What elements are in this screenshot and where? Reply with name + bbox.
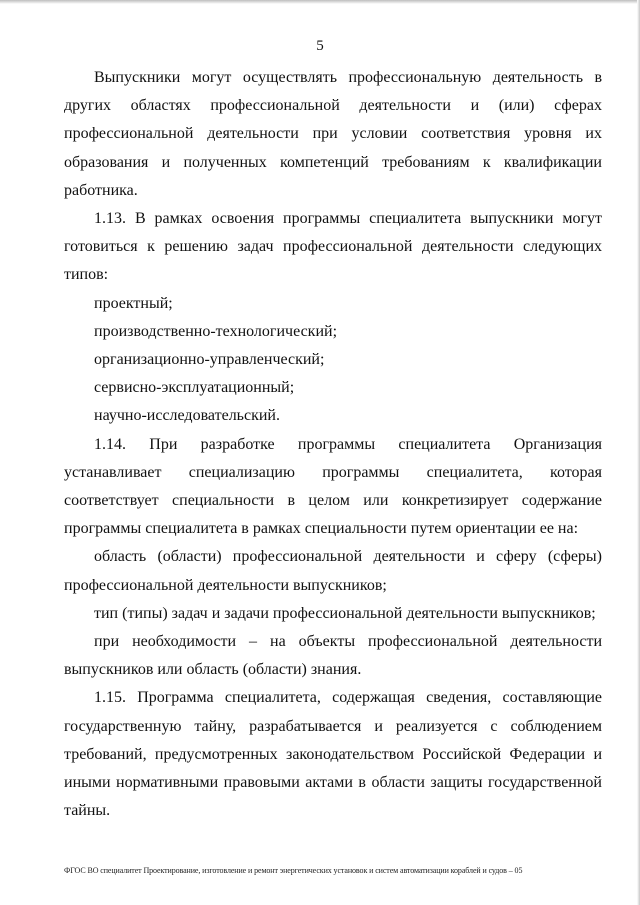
paragraph-1-14: 1.14. При разработке программы специалитета Организация устанавливает специализацию программы специалитета, которая соответствует специальности в целом или конкретизирует содержание программы специалитета в рамках специальности путем ориентации ее на:: [64, 435, 602, 538]
list-item: сервисно-эксплуатационный;: [94, 379, 295, 397]
list-item: научно-исследовательский.: [94, 407, 280, 425]
list-item: организационно-управленческий;: [94, 351, 325, 369]
paragraph-task-types: тип (типы) задач и задачи профессиональной деятельности выпускников;: [94, 604, 596, 622]
paragraph-1-15: 1.15. Программа специалитета, содержащая сведения, составляющие государственную тайну, разрабатывается и реализуется с соблюдением требований, предусмотренных законодательством Российской Федерации и иными нормативными правовыми актами в области защиты государственной тайны.: [64, 689, 602, 820]
scan-top-edge: [0, 0, 640, 4]
document-body: [64, 64, 602, 825]
page-number: 5: [316, 38, 324, 54]
page-footer: ФГОС ВО специалитет Проектирование, изготовление и ремонт энергетических установок и систем автоматизации кораблей и судов – 05: [64, 866, 523, 875]
paragraph-1-13: 1.13. В рамках освоения программы специалитета выпускники могут готовиться к решению задач профессиональной деятельности следующих типов:: [64, 210, 602, 284]
activity-types-list: [64, 290, 602, 431]
list-item: проектный;: [94, 294, 173, 312]
paragraph-areas-of-activity: область (области) профессиональной деятельности и сферу (сферы) профессиональной деятельности выпускников;: [64, 548, 602, 594]
paragraph-objects-of-activity: при необходимости – на объекты профессиональной деятельности выпускников или область (области) знания.: [64, 633, 602, 679]
list-item: производственно-технологический;: [94, 322, 338, 340]
paragraph-graduates-other-areas: Выпускники могут осуществлять профессиональную деятельность в других областях профессиональной деятельности и (или) сферах профессиональной деятельности при условии соответствия уровня их образования и полученных компетенций требованиям к квалификации работника.: [64, 69, 602, 199]
